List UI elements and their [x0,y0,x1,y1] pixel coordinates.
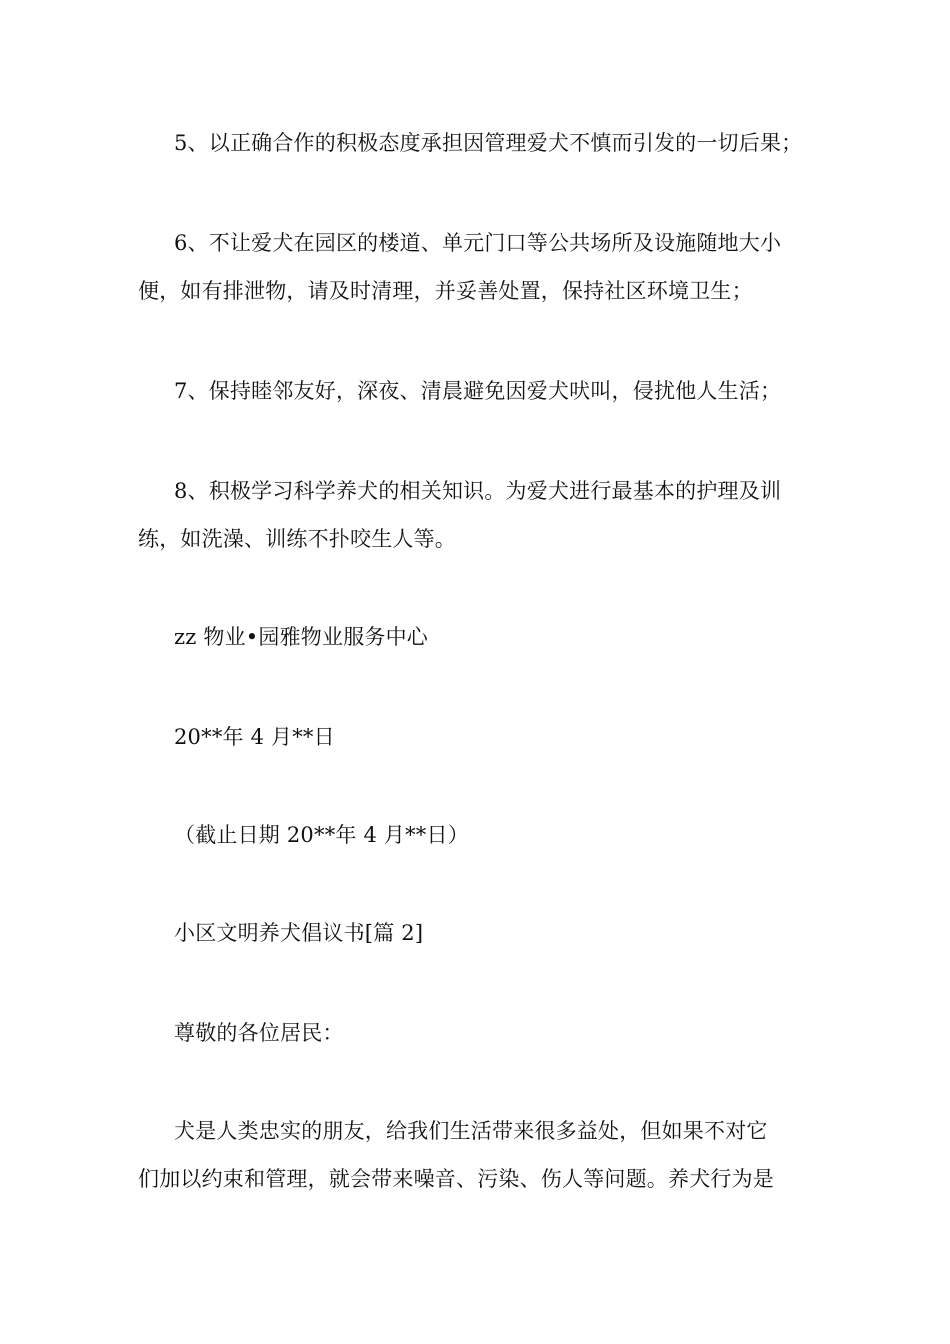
salutation: 尊敬的各位居民： [174,1021,344,1045]
section-title: 小区文明养犬倡议书[篇 2] [174,921,424,945]
item-6-line-1: 6、不让爱犬在园区的楼道、单元门口等公共场所及设施随地大小 [174,231,782,255]
intro-line-2: 们加以约束和管理，就会带来噪音、污染、伤人等问题。养犬行为是 [138,1167,774,1191]
deadline-note: （截止日期 20**年 4 月**日） [174,823,469,847]
item-8-line-1: 8、积极学习科学养犬的相关知识。为爱犬进行最基本的护理及训 [174,479,782,503]
item-6-line-2: 便，如有排泄物，请及时清理，并妥善处置，保持社区环境卫生； [138,279,753,303]
item-8-line-2: 练，如洗澡、训练不扑咬生人等。 [138,527,456,551]
intro-line-1: 犬是人类忠实的朋友，给我们生活带来很多益处，但如果不对它 [174,1119,768,1143]
signature-date: 20**年 4 月**日 [174,725,335,749]
item-5: 5、以正确合作的积极态度承担因管理爱犬不慎而引发的一切后果； [174,131,803,155]
signature-organization: zz 物业•园雅物业服务中心 [174,625,428,649]
item-7: 7、保持睦邻友好，深夜、清晨避免因爱犬吠叫，侵扰他人生活； [174,379,782,403]
